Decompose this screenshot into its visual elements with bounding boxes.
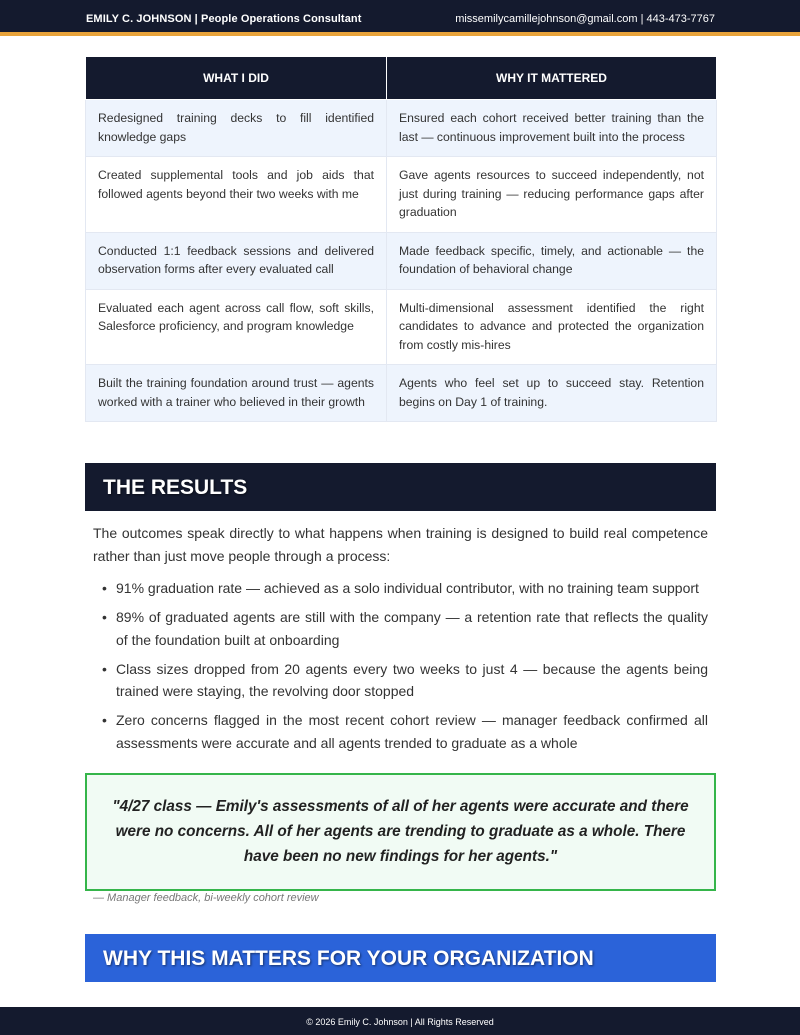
results-intro: The outcomes speak directly to what happens when training is designed to build real competence rather than just move people through a process: (93, 525, 708, 564)
quote-attribution: — Manager feedback, bi-weekly cohort review (93, 892, 319, 904)
table-cell-did: Created supplemental tools and job aids that followed agents beyond their two weeks with me (86, 157, 387, 233)
bullet-dot-icon: • (102, 712, 107, 728)
column-header-why-it-mattered: WHY IT MATTERED (387, 57, 717, 100)
table-cell-mattered: Multi-dimensional assessment identified the right candidates to advance and protected the organization from costly mis-hires (387, 289, 717, 365)
table-row (86, 157, 717, 233)
bullet-text: Zero concerns flagged in the most recent cohort review — manager feedback confirmed all assessments were accurate and all agents trended to graduate as a whole (116, 712, 708, 751)
table-cell-mattered: Made feedback specific, timely, and actionable — the foundation of behavioral change (387, 232, 717, 289)
bullet-dot-icon: • (102, 660, 107, 677)
header-name-title: EMILY C. JOHNSON | People Operations Consultant (86, 13, 362, 25)
table-cell-did: Built the training foundation around trust — agents worked with a trainer who believed in their growth (86, 365, 387, 422)
table-row (86, 365, 717, 422)
table-cell-mattered: Ensured each cohort received better training than the last — continuous improvement built into the process (387, 100, 717, 157)
header-contact: missemilycamillejohnson@gmail.com | 443-473-7767 (455, 13, 715, 25)
table-row (86, 232, 717, 289)
table-row (86, 100, 717, 157)
list-item (101, 606, 708, 651)
table-header-row (86, 57, 717, 100)
footer-copyright: © 2026 Emily C. Johnson | All Rights Reserved (306, 1017, 494, 1027)
results-bullet-list (101, 577, 708, 761)
bullet-text: 89% of graduated agents are still with the company — a retention rate that reflects the quality of the foundation built at onboarding (116, 609, 708, 648)
list-item (101, 577, 708, 600)
table-cell-mattered: Agents who feel set up to succeed stay. Retention begins on Day 1 of training. (387, 365, 717, 422)
bullet-text: 91% graduation rate — achieved as a solo individual contributor, with no training team support (116, 580, 699, 596)
table-cell-did: Evaluated each agent across call flow, soft skills, Salesforce proficiency, and program knowledge (86, 289, 387, 365)
footer-bar (0, 1007, 800, 1035)
bullet-text: Class sizes dropped from 20 agents every two weeks to just 4 — because the agents being trained were staying, the revolving door stopped (116, 660, 708, 699)
list-item (101, 658, 708, 703)
testimonial-quote-box (85, 773, 716, 891)
bullet-dot-icon: • (102, 609, 107, 625)
results-heading: THE RESULTS (103, 476, 248, 499)
results-section-bar (85, 463, 716, 511)
bullet-dot-icon: • (102, 580, 107, 596)
testimonial-quote-text: "4/27 class — Emily's assessments of all of her agents were accurate and there were no concerns. All of her agents are trending to graduate as a whole. There have been no new findings for her agents." (112, 798, 689, 865)
table-row (86, 289, 717, 365)
list-item (101, 709, 708, 754)
why-heading: WHY THIS MATTERS FOR YOUR ORGANIZATION (103, 947, 594, 970)
did-mattered-table (85, 56, 717, 422)
column-header-what-i-did: WHAT I DID (86, 57, 387, 100)
table-cell-did: Conducted 1:1 feedback sessions and delivered observation forms after every evaluated call (86, 232, 387, 289)
header-bar (0, 0, 800, 36)
table-cell-mattered: Gave agents resources to succeed independently, not just during training — reducing performance gaps after graduation (387, 157, 717, 233)
why-section-bar (85, 934, 716, 982)
table-cell-did: Redesigned training decks to fill identified knowledge gaps (86, 100, 387, 157)
